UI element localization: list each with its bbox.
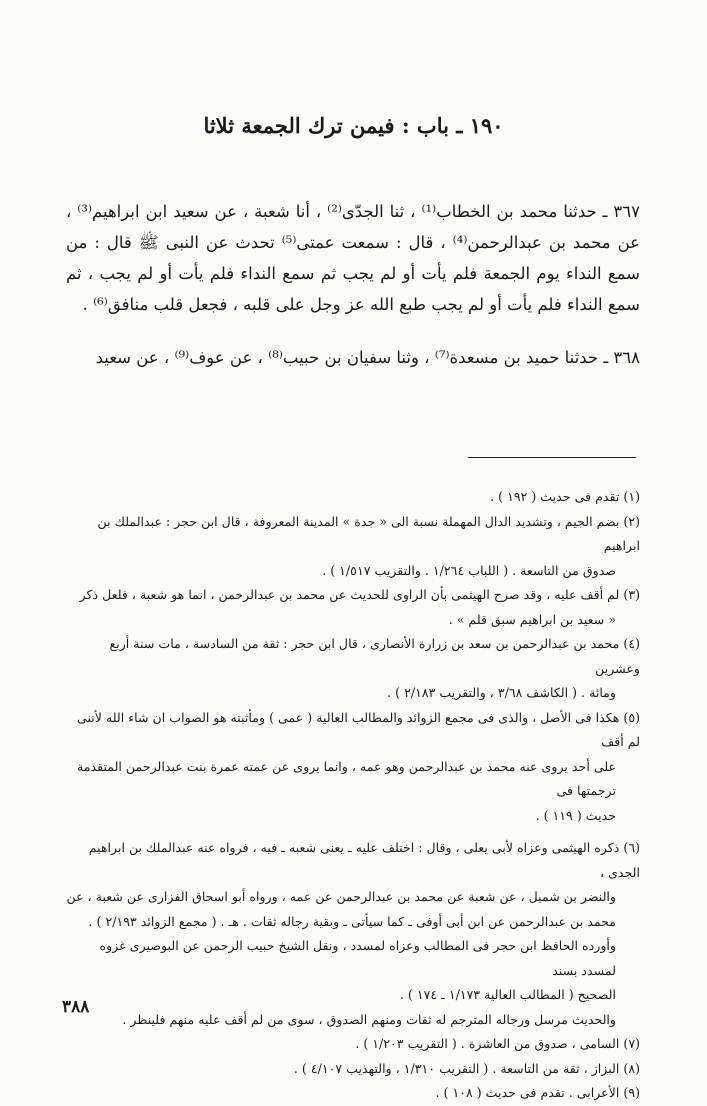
page-number: ٣٨٨ [62, 997, 90, 1017]
footnote-line: الصحيح ( المطالب العالية ١/١٧٣ ـ ١٧٤ ) . [399, 987, 616, 1002]
text-line: سمع النداء فلم يأت أو لم يجب طبع الله عز وجل على قلبه ، فجعل قلب منافق⁽⁶⁾ . [82, 295, 640, 314]
footnote-3 [66, 583, 640, 632]
footnote-line: (٨) البزاز ، ثقة من التاسعة . ( التقريب ١/٣١٠ ، والتهذيب ٤/١٠٧ ) . [293, 1060, 640, 1076]
hadith-367 [66, 196, 640, 320]
footnotes [66, 485, 640, 1106]
hadith-368 [66, 342, 640, 373]
footnote-1 [66, 485, 640, 510]
chapter-title: ١٩٠ ـ باب : فيمن ترك الجمعة ثلاثا [203, 113, 504, 138]
text-line: قال : من سمع النداء يوم الجمعة فلم يأت أو لم يجب ثم سمع النداء فلم يأت أو لم يجب ، ثم [66, 233, 640, 283]
footnote-9 [66, 1081, 640, 1106]
footnote-7 [66, 1032, 640, 1057]
footnote-line: (٢) بضم الجيم ، وتشديد الدال المهملة نسبة الى « جدة » المدينة المعروفة ، قال ابن حجر : عبدالملك بن ابراهيم [97, 513, 640, 553]
footnote-line: (٣) لم أقف عليه ، وقد صرح الهيثمى بأن الراوى للحديث عن محمد بن عبدالرحمن ، انما هو شعبة ، فلعل ذكر [79, 587, 640, 602]
footnote-6 [66, 836, 640, 1032]
footnote-line: والنضر بن شميل ، عن شعبة عن محمد بن عبدالرحمن عن عمه ، ورواه أبو اسحاق الفزارى عن شعبة ، عن [66, 889, 616, 904]
text-line: ٣٦٨ ـ حدثنا حميد بن مسعدة⁽⁷⁾ ، وثنا سفيان بن حبيب⁽⁸⁾ ، عن عوف⁽⁹⁾ ، عن سعيد [95, 348, 640, 367]
footnote-line: صدوق من التاسعة . ( اللباب ١/٢٦٤ . والتقريب ١/٥١٧ ) . [322, 562, 616, 578]
main-text [66, 196, 640, 373]
footnote-line: وأورده الحافظ ابن حجر فى المطالب وعزاه لمسدد ، ونقل الشيخ حبيب الرحمن عن البوصيرى غزوه لمسدد بسند [99, 938, 616, 978]
footnote-line: (١) تقدم فى حديث ( ١٩٢ ) . [490, 489, 640, 504]
footnote-line: (٤) محمد بن عبدالرحمن بن سعد بن زرارة الأنصارى ، قال ابن حجر : ثقة من السادسة ، مات سنة أربع وعشرين [109, 636, 640, 676]
footnote-line: (٩) الأعرابى . تقدم فى حديث ( ١٠٨ ) . [435, 1085, 640, 1100]
footnote-8 [66, 1057, 640, 1082]
footnote-line: والحديث مرسل ورجاله المترجم له ثقات ومنهم الصدوق ، سوى من لم أقف عليه منهم فلينظر . [122, 1011, 616, 1027]
footnote-line: حديث ( ١١٩ ) . [535, 807, 616, 823]
footnote-line: ومائة . ( الكاشف ٣/٦٨ ، والتقريب ٢/١٨٣ ) . [387, 685, 616, 700]
footnote-line: على أحد يروى عنه محمد بن عبدالرحمن وهو عمه ، وانما يروى عن عمته عمرة بنت عبدالرحمن المتقدمة ترجمتها فى [77, 758, 616, 798]
footnote-separator [468, 457, 636, 458]
footnote-line: محمد بن عبدالرحمن عن ابن أبى أوفى ـ كما سيأتى ـ وبقية رجاله ثقات . هـ . ( مجمع الزوائد ٢/١٩٣ ) . [88, 913, 616, 929]
footnote-line: (٥) هكذا فى الأصل ، والذى فى مجمع الزوائد والمطالب العالية ( عمى ) ومأثبته هو الصواب ان شاء الله لأننى لم أقف [76, 709, 640, 749]
footnote-4 [66, 632, 640, 706]
footnote-5 [66, 706, 640, 829]
footnote-line: « سعيد بن ابراهيم سبق قلم » . [448, 611, 616, 627]
footnote-line: (٦) ذكره الهيثمى وعزاه لأبى يعلى ، وقال : اختلف عليه ـ يعنى شعبه ـ فيه ، فرواه عنه عبدالملك بن ابراهيم الجدى ، [88, 840, 640, 880]
text-line: ابراهيم⁽³⁾ ، عن محمد بن عبدالرحمن⁽⁴⁾ ، قال : سمعت عمتى⁽⁵⁾ تحدث عن النبى ﷺ [66, 202, 640, 252]
footnote-line: (٧) السامى ، صدوق من العاشرة . ( التقريب ١/٢٠٣ ) . [355, 1036, 640, 1051]
text-line: ٣٦٧ ـ حدثنا محمد بن الخطاب⁽¹⁾ ، ثنا الجدّى⁽²⁾ ، أنا شعبة ، عن سعيد ابن [145, 202, 640, 221]
footnote-2 [66, 510, 640, 584]
